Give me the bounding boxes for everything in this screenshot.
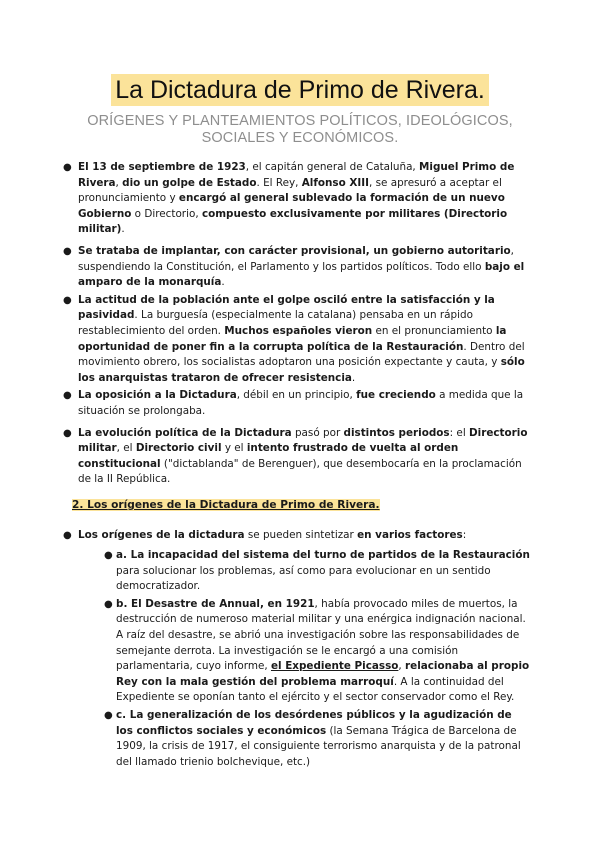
text-bold: bajo el amparo de la monarquía <box>78 260 525 289</box>
text-bold: La oposición a la Dictadura <box>78 389 237 402</box>
text: pasó por <box>291 426 344 439</box>
text: (la Semana Trágica de Barcelona de 1909, la crisis de 1917, el consiguiente terrorismo anarquista y de la patronal del llamado trienio bolchevique, etc.) <box>116 724 521 768</box>
text: se pueden sintetizar <box>244 529 358 541</box>
list-item <box>104 708 530 770</box>
text-bold: La evolución política de la Dictadura <box>78 426 292 439</box>
list-item <box>63 388 530 419</box>
text-bold: en varios factores <box>357 529 463 541</box>
title-wrap <box>0 74 600 106</box>
text-bold: distintos periodos <box>343 426 450 439</box>
text: , suspendiendo la Constitución, el Parlamento y los partidos políticos. Todo ello <box>78 244 514 273</box>
text-bold: El 13 de septiembre de 1923 <box>78 161 246 173</box>
text: . A la continuidad del Expediente se oponían tanto el ejército y el sector conservador como el Rey. <box>116 675 515 704</box>
text-bold: fue creciendo <box>356 389 436 402</box>
text-bold: Directorio militar <box>78 426 528 455</box>
text: , se apresuró a aceptar el pronunciamiento y <box>78 176 502 205</box>
text-bold: a. La incapacidad del sistema del turno de partidos de la Restauración <box>116 549 530 561</box>
text: : <box>462 529 467 541</box>
bullet-icon: ● <box>63 427 72 439</box>
list-item <box>63 160 530 238</box>
intro-bullet-list <box>63 160 530 488</box>
list-item <box>63 244 530 291</box>
bullet-icon: ● <box>63 390 72 402</box>
page-title: La Dictadura de Primo de Rivera. <box>111 74 489 106</box>
list-item <box>63 426 530 488</box>
list-item <box>104 548 530 595</box>
text: , <box>398 660 406 673</box>
text: y el <box>221 442 247 455</box>
text: , el <box>116 442 136 455</box>
bullet-icon: ● <box>104 598 113 610</box>
section-heading-text: 2. Los orígenes de la Dictadura de Primo de Rivera. <box>72 499 380 511</box>
text-bold: Los orígenes de la dictadura <box>78 529 245 541</box>
text: ("dictablanda" de Berenguer), que desembocaría en la proclamación de la II República. <box>78 457 522 486</box>
text: en el pronunciamiento <box>372 324 496 337</box>
text: , débil en un principio, <box>236 389 357 402</box>
text: . <box>351 371 356 384</box>
list-item <box>63 293 530 387</box>
text-bold: c. La generalización de los desórdenes públicos y la agudización de los conflictos sociales y económicos <box>116 708 512 737</box>
bullet-icon: ● <box>63 530 72 541</box>
text-bold: intento frustrado de vuelta al orden constitucional <box>78 442 459 470</box>
text: . Dentro del movimiento obrero, los socialistas adoptaron una posición expectante y cauta, y <box>78 340 525 369</box>
list-item <box>104 597 530 706</box>
text-bold: dio un golpe de Estado <box>122 176 257 189</box>
text: , había provocado miles de muertos, la destrucción de numeroso material militar y una enérgica indignación nacional. A raíz del desastre, se abrió una investigación sobre las responsabilidades de semejante derrota. La investigación se le encargó a una comisión parlamentaria, cuyo informe, <box>116 597 526 673</box>
text: : el <box>449 426 470 439</box>
text-bold: Se trataba de implantar, con carácter provisional, un gobierno autoritario <box>78 244 511 257</box>
bullet-icon: ● <box>63 162 72 173</box>
bullet-icon: ● <box>104 709 113 721</box>
bullet-icon: ● <box>63 245 72 257</box>
factors-list <box>104 548 530 770</box>
text: . El Rey, <box>256 176 302 189</box>
text-bold: b. El Desastre de Annual, en 1921 <box>116 597 315 610</box>
text: , <box>115 176 123 189</box>
text-bold: Miguel Primo de Rivera <box>78 161 515 189</box>
text-bold: relacionaba al propio Rey con la mala gestión del problema marroquí <box>116 660 530 688</box>
text: a medida que la situación se prolongaba. <box>78 389 524 417</box>
text: o Directorio, <box>131 207 202 220</box>
bullet-icon: ● <box>104 550 113 561</box>
text-bold: la oportunidad de poner fin a la corrupta política de la Restauración <box>78 324 507 353</box>
text-bold: encargó al general sublevado la formación de un nuevo Gobierno <box>78 192 505 220</box>
text-bold: Muchos españoles vieron <box>224 324 373 337</box>
text: , el capitán general de Cataluña, <box>245 161 420 173</box>
text-bold: el Expediente Picasso <box>270 660 399 673</box>
text: para solucionar los problemas, así como para evolucionar en un sentido democratizador. <box>116 564 491 593</box>
text-bold: sólo los anarquistas trataron de ofrecer resistencia <box>78 356 525 384</box>
list-item <box>63 528 530 544</box>
section-heading <box>72 498 380 513</box>
bullet-icon: ● <box>63 294 72 306</box>
text: . La burguesía (especialmente la catalana) pensaba en un rápido restablecimiento del orden. <box>78 309 473 337</box>
page-subtitle: ORÍGENES Y PLANTEAMIENTOS POLÍTICOS, IDEOLÓGICOS, SOCIALES Y ECONÓMICOS. <box>87 113 513 146</box>
text-bold: Directorio civil <box>135 442 222 455</box>
section2-bullet-list <box>63 528 530 544</box>
text-bold: La actitud de la población ante el golpe osciló entre la satisfacción y la pasividad <box>78 293 495 322</box>
text: . <box>121 223 125 236</box>
text-bold: compuesto exclusivamente por militares (Directorio militar) <box>78 207 508 236</box>
text-bold: Alfonso XIII <box>301 176 369 189</box>
text: . <box>221 276 225 289</box>
